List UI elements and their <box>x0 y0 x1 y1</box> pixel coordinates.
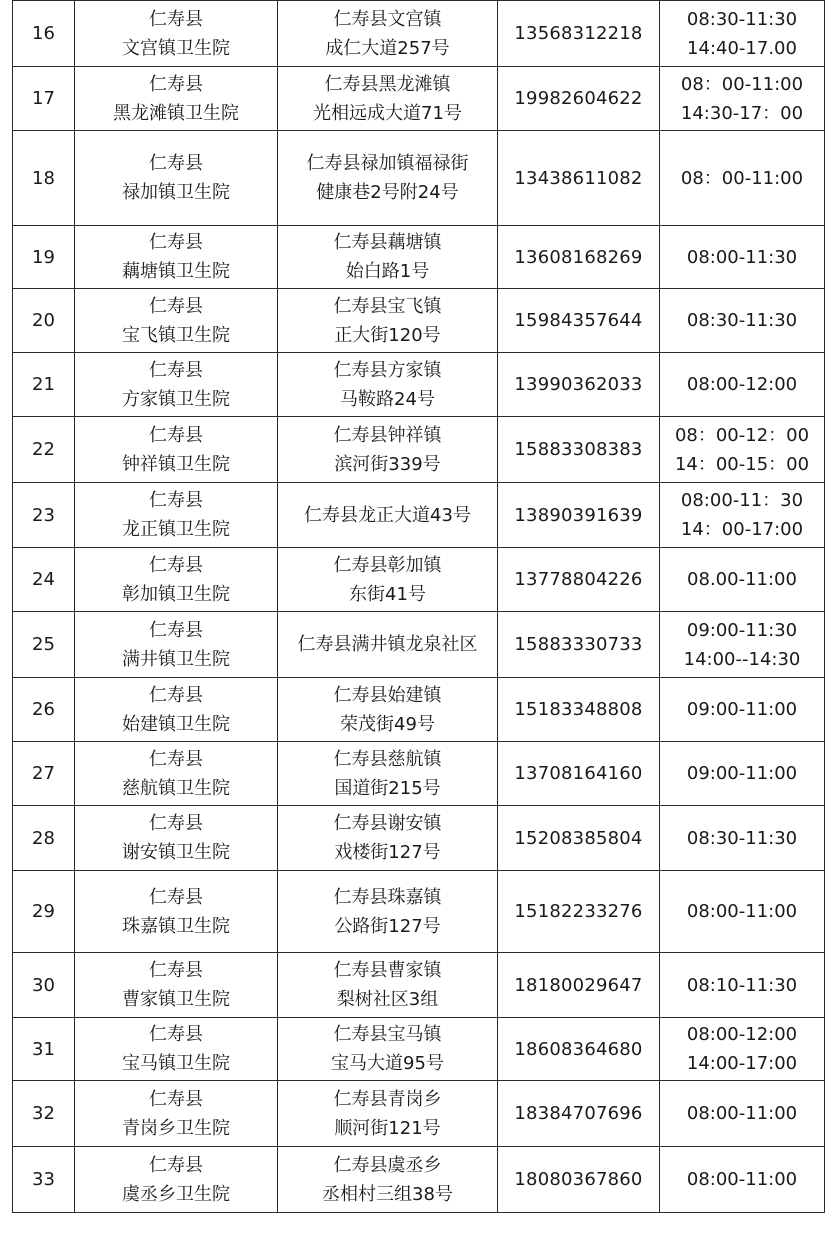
clinic-name-line: 龙正镇卫生院 <box>122 519 230 540</box>
clinic-name <box>75 678 278 742</box>
hours-line: 08:00-11:30 <box>686 246 798 268</box>
service-hours <box>660 1018 825 1081</box>
clinic-address <box>278 953 498 1018</box>
clinic-name-line: 仁寿县 <box>149 424 203 446</box>
address-line: 仁寿县龙正大道43号 <box>304 504 471 526</box>
clinic-name-line: 仁寿县 <box>149 960 203 981</box>
phone-number: 13890391639 <box>498 483 660 548</box>
clinic-name-line: 满井镇卫生院 <box>122 648 230 670</box>
clinic-name <box>75 1147 278 1213</box>
row-number: 27 <box>13 742 75 806</box>
table-row <box>13 953 825 1018</box>
row-number: 29 <box>13 871 75 953</box>
row-number: 26 <box>13 678 75 742</box>
address-line: 宝马大道95号 <box>331 1053 444 1074</box>
service-hours <box>660 612 825 678</box>
address-line: 顺河街121号 <box>334 1117 441 1139</box>
hours-line: 08:00-11：30 <box>680 490 804 511</box>
clinic-name-line: 仁寿县 <box>149 73 203 95</box>
row-number: 30 <box>13 953 75 1018</box>
phone-number: 15984357644 <box>498 289 660 353</box>
address-line: 滨河街339号 <box>334 453 441 475</box>
table-row <box>13 871 825 953</box>
service-hours <box>660 1 825 67</box>
address-line: 正大街120号 <box>334 324 441 346</box>
clinic-name-line: 虞丞乡卫生院 <box>122 1183 230 1205</box>
row-number: 21 <box>13 353 75 417</box>
hours-line: 08：00-12：00 <box>674 424 810 446</box>
address-line: 马鞍路24号 <box>340 388 435 410</box>
clinic-address <box>278 483 498 548</box>
hours-line: 09:00-11:00 <box>686 699 798 720</box>
clinic-name-line: 仁寿县 <box>149 359 203 381</box>
phone-number: 13608168269 <box>498 226 660 289</box>
row-number: 31 <box>13 1018 75 1081</box>
clinic-name-line: 仁寿县 <box>149 153 203 174</box>
address-line: 仁寿县文宫镇 <box>333 8 442 30</box>
clinic-name-line: 仁寿县 <box>149 684 203 706</box>
phone-number: 15883308383 <box>498 417 660 483</box>
clinic-address <box>278 1 498 67</box>
hours-line: 08:00-11:00 <box>686 1103 798 1124</box>
address-line: 健康巷2号附24号 <box>316 182 459 203</box>
hours-line: 08:00-12:00 <box>686 1024 798 1045</box>
table-row <box>13 678 825 742</box>
clinic-name-line: 仁寿县 <box>149 619 203 641</box>
table-row <box>13 226 825 289</box>
row-number: 23 <box>13 483 75 548</box>
phone-number: 13708164160 <box>498 742 660 806</box>
clinic-address <box>278 1081 498 1147</box>
clinic-name-line: 谢安镇卫生院 <box>122 842 230 863</box>
clinic-name-line: 始建镇卫生院 <box>122 713 230 735</box>
clinic-name <box>75 1018 278 1081</box>
address-line: 仁寿县曹家镇 <box>333 960 442 981</box>
hours-line: 08:00-12:00 <box>686 374 798 395</box>
hours-line: 08:30-11:30 <box>686 310 798 331</box>
hours-line: 14:40-17.00 <box>687 37 797 59</box>
clinic-name <box>75 871 278 953</box>
clinic-address <box>278 67 498 131</box>
hours-line: 08:30-11:30 <box>686 827 798 849</box>
clinic-name-line: 仁寿县 <box>149 748 203 770</box>
row-number: 16 <box>13 1 75 67</box>
clinic-name-line: 彰加镇卫生院 <box>122 583 230 605</box>
row-number: 32 <box>13 1081 75 1147</box>
address-line: 始白路1号 <box>345 261 430 282</box>
clinic-name <box>75 548 278 612</box>
clinic-address <box>278 226 498 289</box>
table-row <box>13 1147 825 1213</box>
service-hours <box>660 806 825 871</box>
clinic-name-line: 青岗乡卫生院 <box>122 1117 230 1139</box>
clinic-name-line: 禄加镇卫生院 <box>122 182 230 203</box>
hours-line: 14:30-17：00 <box>680 102 804 124</box>
service-hours <box>660 67 825 131</box>
hours-line: 08：00-11:00 <box>680 73 804 95</box>
address-line: 仁寿县虞丞乡 <box>333 1154 442 1176</box>
clinic-address <box>278 806 498 871</box>
clinic-address <box>278 417 498 483</box>
hours-line: 14:00-17:00 <box>686 1053 798 1074</box>
clinic-address <box>278 548 498 612</box>
address-line: 仁寿县宝飞镇 <box>333 295 442 317</box>
phone-number: 13990362033 <box>498 353 660 417</box>
clinic-address <box>278 742 498 806</box>
clinic-name <box>75 742 278 806</box>
service-hours <box>660 289 825 353</box>
address-line: 成仁大道257号 <box>325 37 450 59</box>
clinic-name-line: 黑龙滩镇卫生院 <box>113 102 239 124</box>
clinic-name <box>75 483 278 548</box>
clinic-name <box>75 417 278 483</box>
address-line: 仁寿县珠嘉镇 <box>333 886 442 908</box>
clinic-name-line: 曹家镇卫生院 <box>122 989 230 1010</box>
address-line: 仁寿县宝马镇 <box>333 1024 442 1045</box>
hours-line: 14：00-17:00 <box>680 519 804 540</box>
clinic-address <box>278 1147 498 1213</box>
hours-line: 14：00-15：00 <box>674 453 810 475</box>
clinic-name-line: 仁寿县 <box>149 295 203 317</box>
address-line: 公路街127号 <box>334 915 441 937</box>
hours-line: 09:00-11:30 <box>686 619 798 641</box>
row-number: 20 <box>13 289 75 353</box>
clinic-name-line: 钟祥镇卫生院 <box>122 453 230 475</box>
table-row <box>13 289 825 353</box>
phone-number: 13778804226 <box>498 548 660 612</box>
phone-number: 13438611082 <box>498 131 660 226</box>
clinic-address <box>278 353 498 417</box>
clinic-name <box>75 1081 278 1147</box>
clinic-name <box>75 1 278 67</box>
row-number: 25 <box>13 612 75 678</box>
hours-line: 08.00-11:00 <box>687 569 797 590</box>
service-hours <box>660 742 825 806</box>
phone-number: 13568312218 <box>498 1 660 67</box>
hours-line: 08:00-11:00 <box>686 901 798 922</box>
address-line: 仁寿县钟祥镇 <box>333 424 442 446</box>
service-hours <box>660 548 825 612</box>
phone-number: 15182233276 <box>498 871 660 953</box>
clinic-name <box>75 953 278 1018</box>
table-row <box>13 353 825 417</box>
address-line: 仁寿县方家镇 <box>333 359 442 381</box>
phone-number: 18180029647 <box>498 953 660 1018</box>
service-hours <box>660 871 825 953</box>
address-line: 仁寿县慈航镇 <box>333 748 442 770</box>
phone-number: 18608364680 <box>498 1018 660 1081</box>
row-number: 18 <box>13 131 75 226</box>
phone-number: 15883330733 <box>498 612 660 678</box>
hours-line: 08：00-11:00 <box>680 167 804 189</box>
row-number: 24 <box>13 548 75 612</box>
table-row <box>13 742 825 806</box>
clinic-name-line: 仁寿县 <box>149 554 203 576</box>
service-hours <box>660 1147 825 1213</box>
clinic-name <box>75 226 278 289</box>
hours-line: 08:30-11:30 <box>686 8 798 30</box>
phone-number: 15183348808 <box>498 678 660 742</box>
table-row <box>13 1018 825 1081</box>
clinic-name <box>75 806 278 871</box>
address-line: 戏楼街127号 <box>334 842 441 863</box>
clinic-address <box>278 1018 498 1081</box>
clinic-name-line: 文宫镇卫生院 <box>122 37 230 59</box>
clinic-name-line: 仁寿县 <box>149 1024 203 1045</box>
clinic-name-line: 仁寿县 <box>149 490 203 511</box>
address-line: 仁寿县彰加镇 <box>333 554 442 576</box>
address-line: 仁寿县藕塘镇 <box>333 232 442 253</box>
phone-number: 18384707696 <box>498 1081 660 1147</box>
address-line: 光相远成大道71号 <box>313 102 462 124</box>
clinic-address <box>278 678 498 742</box>
address-line: 梨树社区3组 <box>336 989 439 1010</box>
clinic-name-line: 方家镇卫生院 <box>122 388 230 410</box>
table-row <box>13 483 825 548</box>
service-hours <box>660 483 825 548</box>
clinic-name <box>75 131 278 226</box>
table-row <box>13 612 825 678</box>
clinic-table <box>12 0 825 1213</box>
row-number: 17 <box>13 67 75 131</box>
address-line: 仁寿县满井镇龙泉社区 <box>297 634 478 655</box>
service-hours <box>660 678 825 742</box>
clinic-address <box>278 612 498 678</box>
clinic-name-line: 仁寿县 <box>149 8 203 30</box>
address-line: 仁寿县黑龙滩镇 <box>324 73 451 95</box>
address-line: 仁寿县禄加镇福禄街 <box>306 153 469 174</box>
service-hours <box>660 1081 825 1147</box>
clinic-name-line: 宝飞镇卫生院 <box>122 324 230 346</box>
clinic-name <box>75 67 278 131</box>
hours-line: 08:10-11:30 <box>686 974 798 996</box>
clinic-name-line: 宝马镇卫生院 <box>122 1053 230 1074</box>
service-hours <box>660 953 825 1018</box>
table-row <box>13 548 825 612</box>
address-line: 仁寿县青岗乡 <box>333 1088 442 1110</box>
table-row <box>13 1 825 67</box>
clinic-address <box>278 131 498 226</box>
clinic-name-line: 仁寿县 <box>149 886 203 908</box>
clinic-name-line: 仁寿县 <box>149 1154 203 1176</box>
hours-line: 08:00-11:00 <box>686 1169 798 1190</box>
table-row <box>13 67 825 131</box>
table-row <box>13 131 825 226</box>
service-hours <box>660 226 825 289</box>
clinic-name-line: 慈航镇卫生院 <box>122 777 230 799</box>
clinic-name-line: 珠嘉镇卫生院 <box>122 915 230 937</box>
clinic-name <box>75 353 278 417</box>
address-line: 荣茂街49号 <box>340 713 435 735</box>
address-line: 仁寿县谢安镇 <box>333 813 442 834</box>
service-hours <box>660 353 825 417</box>
clinic-name <box>75 612 278 678</box>
row-number: 19 <box>13 226 75 289</box>
clinic-address <box>278 289 498 353</box>
clinic-address <box>278 871 498 953</box>
clinic-name-line: 仁寿县 <box>149 813 203 834</box>
address-line: 丞相村三组38号 <box>322 1183 453 1205</box>
hours-line: 14:00--14:30 <box>683 648 801 670</box>
clinic-name-line: 藕塘镇卫生院 <box>122 261 230 282</box>
hours-line: 09:00-11:00 <box>686 763 798 784</box>
row-number: 33 <box>13 1147 75 1213</box>
phone-number: 18080367860 <box>498 1147 660 1213</box>
address-line: 国道街215号 <box>334 777 441 799</box>
service-hours <box>660 131 825 226</box>
table-row <box>13 1081 825 1147</box>
phone-number: 15208385804 <box>498 806 660 871</box>
row-number: 22 <box>13 417 75 483</box>
table-row <box>13 806 825 871</box>
address-line: 东街41号 <box>349 583 426 605</box>
clinic-name-line: 仁寿县 <box>149 1088 203 1110</box>
clinic-name <box>75 289 278 353</box>
clinic-table-body <box>13 1 825 1213</box>
phone-number: 19982604622 <box>498 67 660 131</box>
address-line: 仁寿县始建镇 <box>333 684 442 706</box>
table-row <box>13 417 825 483</box>
row-number: 28 <box>13 806 75 871</box>
service-hours <box>660 417 825 483</box>
clinic-name-line: 仁寿县 <box>149 232 203 253</box>
